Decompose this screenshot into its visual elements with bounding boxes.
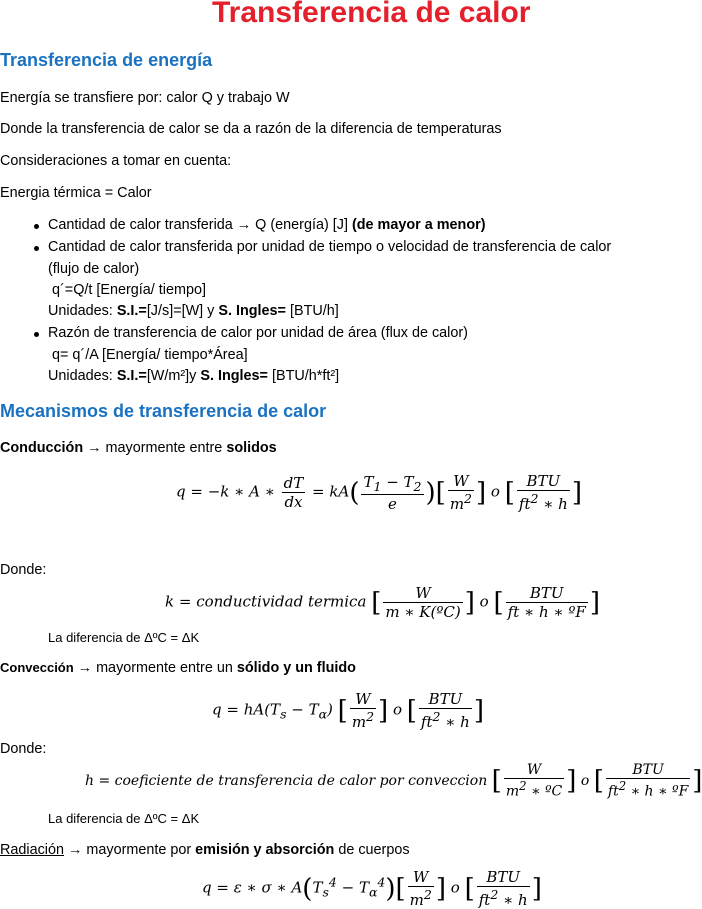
convection-text: → mayormente entre un [73,660,237,676]
paragraph-energy-transfer: Energía se transfiere por: calor Q y trabajo W [0,90,290,106]
bullet-heat-rate-formula: q´=Q/t [Energía/ tiempo] [52,282,206,298]
radiation-text: → mayormente por [64,842,196,858]
radiation-line [0,842,410,858]
radiation-equation: q = ε ∗ σ ∗ $A(T_s^4 - T_\alpha^4)$[ $\frac{W}{m^2}$ ] o [ $\frac{\text{BTU}}{ft^2 ∗ h}$ ] [202,868,542,909]
radiation-label: Radiación [0,842,64,858]
conduction-text: → mayormente entre [83,440,227,456]
english-value: [BTU/h*ft²] [267,368,340,384]
paragraph-thermal-energy: Energia térmica = Calor [0,185,152,201]
english-value: [BTU/h] [285,303,339,319]
delta-note: La diferencia de ΔºC = ΔK [48,811,200,826]
bullet-icon [34,246,39,251]
bullet-heat-rate-line1: Cantidad de calor transferida por unidad de tiempo o velocidad de transferencia de calor [48,239,612,255]
bullet-bold-text: (de mayor a menor) [351,217,486,233]
conduction-bold: solidos [226,440,277,456]
bullet-icon [34,224,39,229]
radiation-bold: emisión y absorción [195,842,335,858]
radiation-text-end: de cuerpos [334,842,410,858]
units-label: Unidades: [48,368,117,384]
bullet-heat-flux-line1: Razón de transferencia de calor por unidad de área (flux de calor) [48,325,468,341]
convection-coefficient-definition: h = coeficiente de transferencia de calor por conveccion [ $\frac{W}{m^2 ∗ ºC}$ ] o [ $\frac{\text{BTU}}{ft^2 ∗ h ∗ ºF}$ ] [85,762,702,800]
delta-note: La diferencia de ΔºC = ΔK [48,630,200,645]
paragraph-heat-transfer: Donde la transferencia de calor se da a razón de la diferencia de temperaturas [0,121,502,137]
convection-equation: $q = hA(T_s - T_\alpha)$ [ $\frac{W}{m^2}$ ] o [ $\frac{\text{BTU}}{ft^2 ∗ h}$ ] [212,690,485,731]
bullet-heat-rate-line2: (flujo de calor) [48,261,140,277]
english-label: S. Ingles= [218,303,286,319]
si-label: S.I.= [116,303,147,319]
conductivity-text: k = conductividad termica [165,592,367,611]
where-label: Donde: [0,562,47,578]
bullet-heat-flux-units [48,368,339,384]
si-value: [J/s]=[W] y [146,303,219,319]
conduction-equation: q = −k ∗ A ∗ $\frac{dT}{dx}$ = kA( $\frac{T_1 - T_2}{e}$ )[ $\frac{W}{m^2}$ ] o [ $\frac{\text{BTU}}{ft^2 ∗ h}$ ] [176,472,582,513]
conductivity-definition: k = conductividad termica [ $\frac{W}{\text{m ∗ K(ºC)}}$ ] o [ $\frac{\text{BTU}}{\text{ft ∗ h ∗ ºF}}$ ] [165,584,600,621]
where-label: Donde: [0,741,47,757]
bullet-heat-flux-formula: q= q´/A [Energía/ tiempo*Área] [52,347,248,363]
convection-coefficient-text: h = coeficiente de transferencia de calor por conveccion [85,772,488,789]
bullet-icon [34,332,39,337]
conduction-label: Conducción [0,440,84,456]
conduction-line [0,440,277,456]
section-heading-mechanisms: Mecanismos de transferencia de calor [0,401,327,421]
convection-line [0,660,356,676]
convection-label: Convección [0,660,74,675]
si-value: [W/m²]y [146,368,201,384]
paragraph-considerations: Consideraciones a tomar en cuenta: [0,153,232,169]
bullet-heat-quantity [48,217,486,233]
page-title: Transferencia de calor [212,0,531,29]
bullet-heat-rate-units [48,303,339,319]
bullet-text: Cantidad de calor transferida → Q (energía) [J] [48,217,352,233]
section-heading-energy: Transferencia de energía [0,50,213,70]
convection-bold: sólido y un fluido [236,660,356,676]
units-label: Unidades: [48,303,117,319]
english-label: S. Ingles= [200,368,268,384]
si-label: S.I.= [116,368,147,384]
